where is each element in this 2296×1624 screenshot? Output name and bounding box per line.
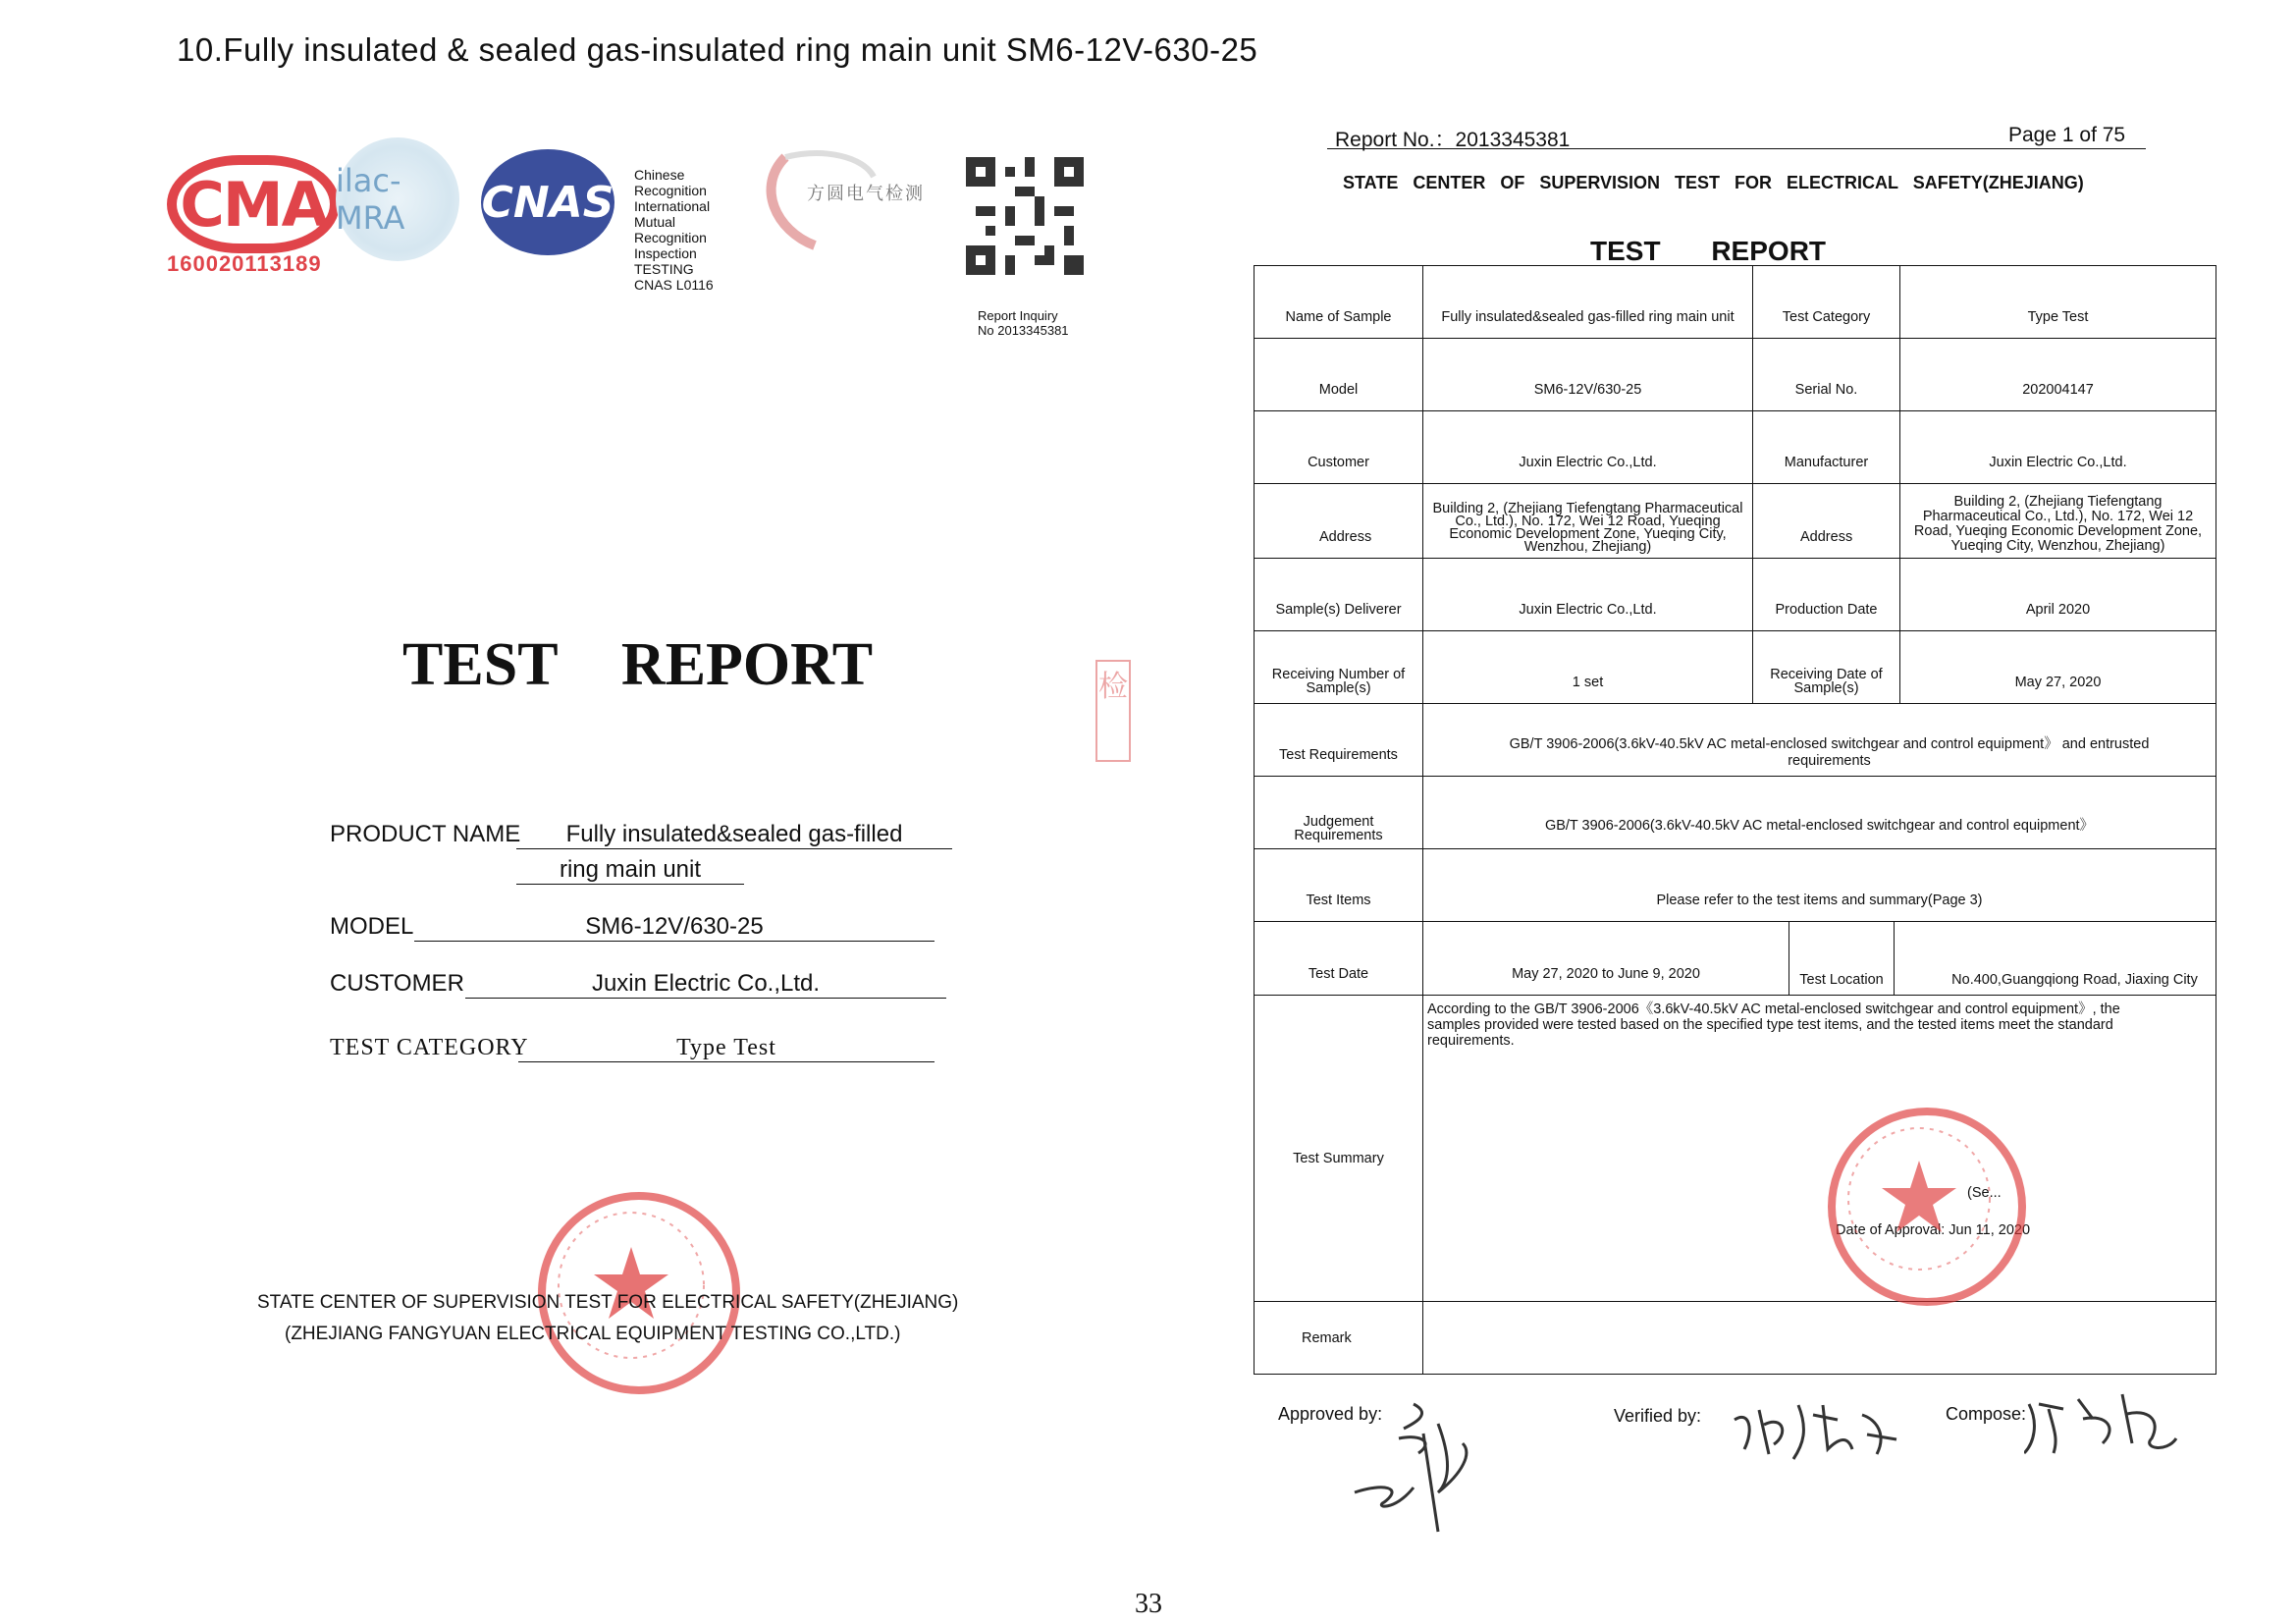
remark-value (1423, 1302, 2216, 1375)
model-label: Model (1255, 339, 1423, 411)
verified-signature (1730, 1390, 1906, 1469)
issuer-line-2: (ZHEJIANG FANGYUAN ELECTRICAL EQUIPMENT TESTING CO.,LTD.) (285, 1324, 901, 1344)
compose-signature (2024, 1384, 2181, 1463)
production-date-label: Production Date (1753, 559, 1900, 631)
seal-caption: (Se... (1967, 1185, 2002, 1201)
table-row (1255, 922, 2216, 996)
test-summary-label: Test Summary (1255, 996, 1423, 1302)
header-rule (1327, 148, 2146, 149)
report-table (1254, 265, 2216, 1375)
customer-label: CUSTOMER (330, 970, 464, 997)
product-name-value-line2: ring main unit (516, 856, 744, 885)
cnas-desc-line: Recognition (634, 183, 707, 198)
cnas-desc-line: International (634, 198, 711, 214)
cma-logo (167, 155, 340, 253)
name-of-sample-label: Name of Sample (1255, 266, 1423, 339)
cnas-description (634, 167, 752, 293)
cnas-desc-line: Inspection (634, 245, 697, 261)
serial-no-value: 202004147 (1900, 339, 2216, 411)
section-heading: 10.Fully insulated & sealed gas-insulated ring main unit SM6-12V-630-25 (177, 31, 1258, 68)
seal-star-icon (1836, 1115, 2002, 1282)
cnas-desc-line: CNAS L0116 (634, 277, 714, 293)
cma-number: 160020113189 (167, 251, 322, 276)
date-of-approval: Date of Approval: Jun 11, 2020 (1836, 1222, 2031, 1238)
test-summary-value: According to the GB/T 3906-2006《3.6kV-40.5kV AC metal-enclosed switchgear and control equipment》, the samples provided were tested based on the specified type test items, and the tested items meet the standard requirements. (1427, 1001, 2120, 1049)
approved-by-label: Approved by: (1278, 1404, 1383, 1424)
test-date-location-row (1423, 922, 2216, 995)
samples-deliverer-value: Juxin Electric Co.,Ltd. (1423, 559, 1753, 631)
ilac-mra-logo-text: ilac-MRA (336, 162, 405, 237)
test-location-value: No.400,Guangqiong Road, Jiaxing City (1951, 972, 2198, 988)
report-number: Report No.：2013345381 (1335, 129, 1571, 151)
receiving-date-label: Receiving Date of Sample(s) (1753, 631, 1900, 704)
test-items-value: Please refer to the test items and summary(Page 3) (1423, 849, 2216, 922)
test-category-label: TEST CATEGORY (330, 1035, 529, 1060)
model-value: SM6-12V/630-25 (1423, 339, 1753, 411)
report-title: TEST REPORT (1590, 236, 1827, 266)
judgement-requirements-label: Judgement Requirements (1255, 777, 1423, 849)
report-inquiry-line: Report Inquiry (978, 308, 1058, 323)
cover-title: TEST REPORT (402, 631, 874, 698)
issuer-line-1: STATE CENTER OF SUPERVISION TEST FOR ELECTRICAL SAFETY(ZHEJIANG) (257, 1292, 959, 1313)
manufacturer-address-label: Address (1753, 484, 1900, 559)
table-row (1255, 704, 2216, 777)
edge-stamp: 检 (1095, 660, 1131, 762)
customer-address-label: Address (1255, 484, 1423, 559)
table-row (1255, 996, 2216, 1302)
product-name-label: PRODUCT NAME (330, 821, 521, 847)
test-date-label: Test Date (1255, 922, 1423, 996)
cnas-logo (481, 149, 614, 255)
test-category-value: Type Test (1900, 266, 2216, 339)
approved-signature (1345, 1394, 1492, 1551)
qr-code-icon (966, 157, 1084, 275)
test-date-value: May 27, 2020 to June 9, 2020 (1512, 966, 1700, 982)
name-of-sample-value: Fully insulated&sealed gas-filled ring main unit (1423, 266, 1753, 339)
report-inquiry-number: No 2013345381 (978, 323, 1069, 338)
compose-label: Compose: (1946, 1404, 2027, 1424)
cnas-desc-line: Recognition (634, 230, 707, 245)
verified-by-label: Verified by: (1614, 1406, 1702, 1426)
state-center-header: STATE CENTER OF SUPERVISION TEST FOR ELECTRICAL SAFETY(ZHEJIANG) (1343, 173, 2084, 192)
page-count: Page 1 of 75 (2008, 124, 2126, 146)
customer-value: Juxin Electric Co.,Ltd. (1423, 411, 1753, 484)
table-row (1255, 777, 2216, 849)
ilac-mra-logo (336, 137, 459, 261)
customer-label: Customer (1255, 411, 1423, 484)
test-category-value: Type Test (518, 1035, 934, 1062)
serial-no-label: Serial No. (1753, 339, 1900, 411)
receiving-date-value: May 27, 2020 (1900, 631, 2216, 704)
judgement-requirements-value: GB/T 3906-2006(3.6kV-40.5kV AC metal-enclosed switchgear and control equipment》 (1423, 777, 2216, 849)
manufacturer-address-value: Building 2, (Zhejiang Tiefengtang Pharmaceutical Co., Ltd.), No. 172, Wei 12 Road, Yueqing Economic Development Zone, Yueqing City, Wenzhou, Zhejiang) (1900, 484, 2216, 559)
test-requirements-label: Test Requirements (1255, 704, 1423, 777)
product-name-value: Fully insulated&sealed gas-filled (516, 821, 952, 849)
test-location-label: Test Location (1789, 922, 1895, 995)
cnas-desc-line: Chinese (634, 167, 685, 183)
table-row (1255, 339, 2216, 411)
table-row (1255, 266, 2216, 339)
test-summary-cell (1423, 996, 2216, 1302)
table-row (1255, 411, 2216, 484)
cnas-desc-line: TESTING (634, 261, 694, 277)
report-inquiry (978, 308, 1115, 338)
model-label: MODEL (330, 913, 414, 940)
page-number: 33 (1135, 1589, 1162, 1619)
test-date-location-cell (1423, 922, 2216, 996)
official-seal-right (1828, 1108, 2026, 1306)
production-date-value: April 2020 (1900, 559, 2216, 631)
cma-logo-text: CMA (180, 168, 327, 241)
model-value: SM6-12V/630-25 (414, 913, 934, 942)
samples-deliverer-label: Sample(s) Deliverer (1255, 559, 1423, 631)
table-row (1255, 849, 2216, 922)
cnas-logo-text: CNAS (481, 177, 614, 228)
table-row (1255, 631, 2216, 704)
table-row (1255, 1302, 2216, 1375)
customer-value: Juxin Electric Co.,Ltd. (465, 970, 946, 999)
test-requirements-value: GB/T 3906-2006(3.6kV-40.5kV AC metal-enclosed switchgear and control equipment》 and entrusted requirements (1423, 704, 2216, 777)
receiving-number-label: Receiving Number of Sample(s) (1255, 631, 1423, 704)
cnas-desc-line: Mutual (634, 214, 676, 230)
fangyuan-logo-text: 方圆电气检测 (807, 184, 925, 203)
manufacturer-value: Juxin Electric Co.,Ltd. (1900, 411, 2216, 484)
manufacturer-label: Manufacturer (1753, 411, 1900, 484)
remark-label: Remark (1255, 1302, 1423, 1375)
receiving-number-value: 1 set (1423, 631, 1753, 704)
table-row (1255, 484, 2216, 559)
test-category-label: Test Category (1753, 266, 1900, 339)
table-row (1255, 559, 2216, 631)
customer-address-value: Building 2, (Zhejiang Tiefengtang Pharmaceutical Co., Ltd.), No. 172, Wei 12 Road, Yueqing Economic Development Zone, Yueqing City, Wenzhou, Zhejiang) (1423, 484, 1753, 559)
test-items-label: Test Items (1255, 849, 1423, 922)
